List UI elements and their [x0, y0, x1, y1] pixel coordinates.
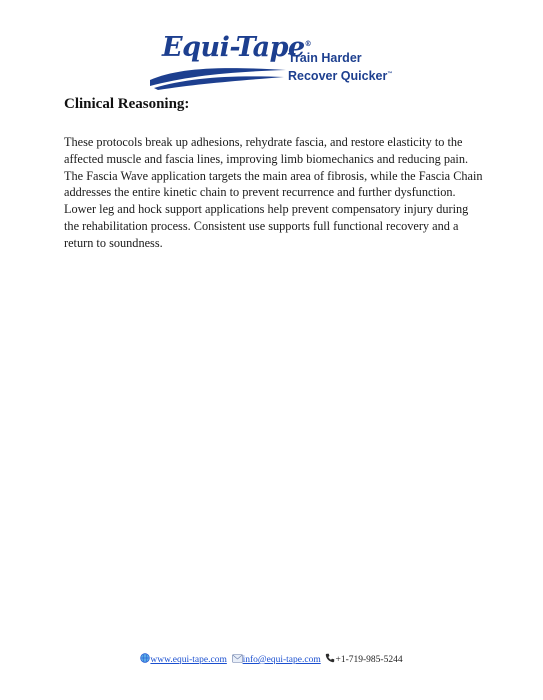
logo-tagline	[288, 50, 392, 84]
logo-wordmark: Equi-Tape®	[162, 32, 312, 63]
section-heading: Clinical Reasoning:	[64, 96, 190, 112]
footer-contact	[0, 653, 543, 665]
swoosh-icon	[148, 60, 288, 90]
tagline-line-2: Recover Quicker™	[288, 69, 393, 84]
phone-number: +1-719-985-5244	[335, 655, 403, 665]
registered-mark: ®	[304, 39, 312, 48]
email-link[interactable]: info@equi-tape.com	[242, 655, 321, 665]
phone-icon	[325, 653, 335, 663]
website-link[interactable]: www.equi-tape.com	[150, 655, 227, 665]
email-icon	[232, 654, 243, 663]
clinical-reasoning-paragraph: These protocols break up adhesions, rehydrate fascia, and restore elasticity to the affected muscle and fascia lines, improving limb biomechanics and reducing pain. The Fascia Wave application targets the main area of fibrosis, while the Fascia Chain addresses the entire kinetic chain to prevent recurrence and further dysfunction. Lower leg and hock support applications help prevent compensatory injury during the rehabilitation process. Consistent use supports full functional recovery and a return to soundness.	[64, 135, 483, 250]
equi-tape-logo	[148, 30, 398, 92]
globe-icon	[140, 653, 150, 663]
trademark-mark: ™	[387, 71, 393, 77]
tagline-line-1: Train Harder	[288, 51, 362, 65]
